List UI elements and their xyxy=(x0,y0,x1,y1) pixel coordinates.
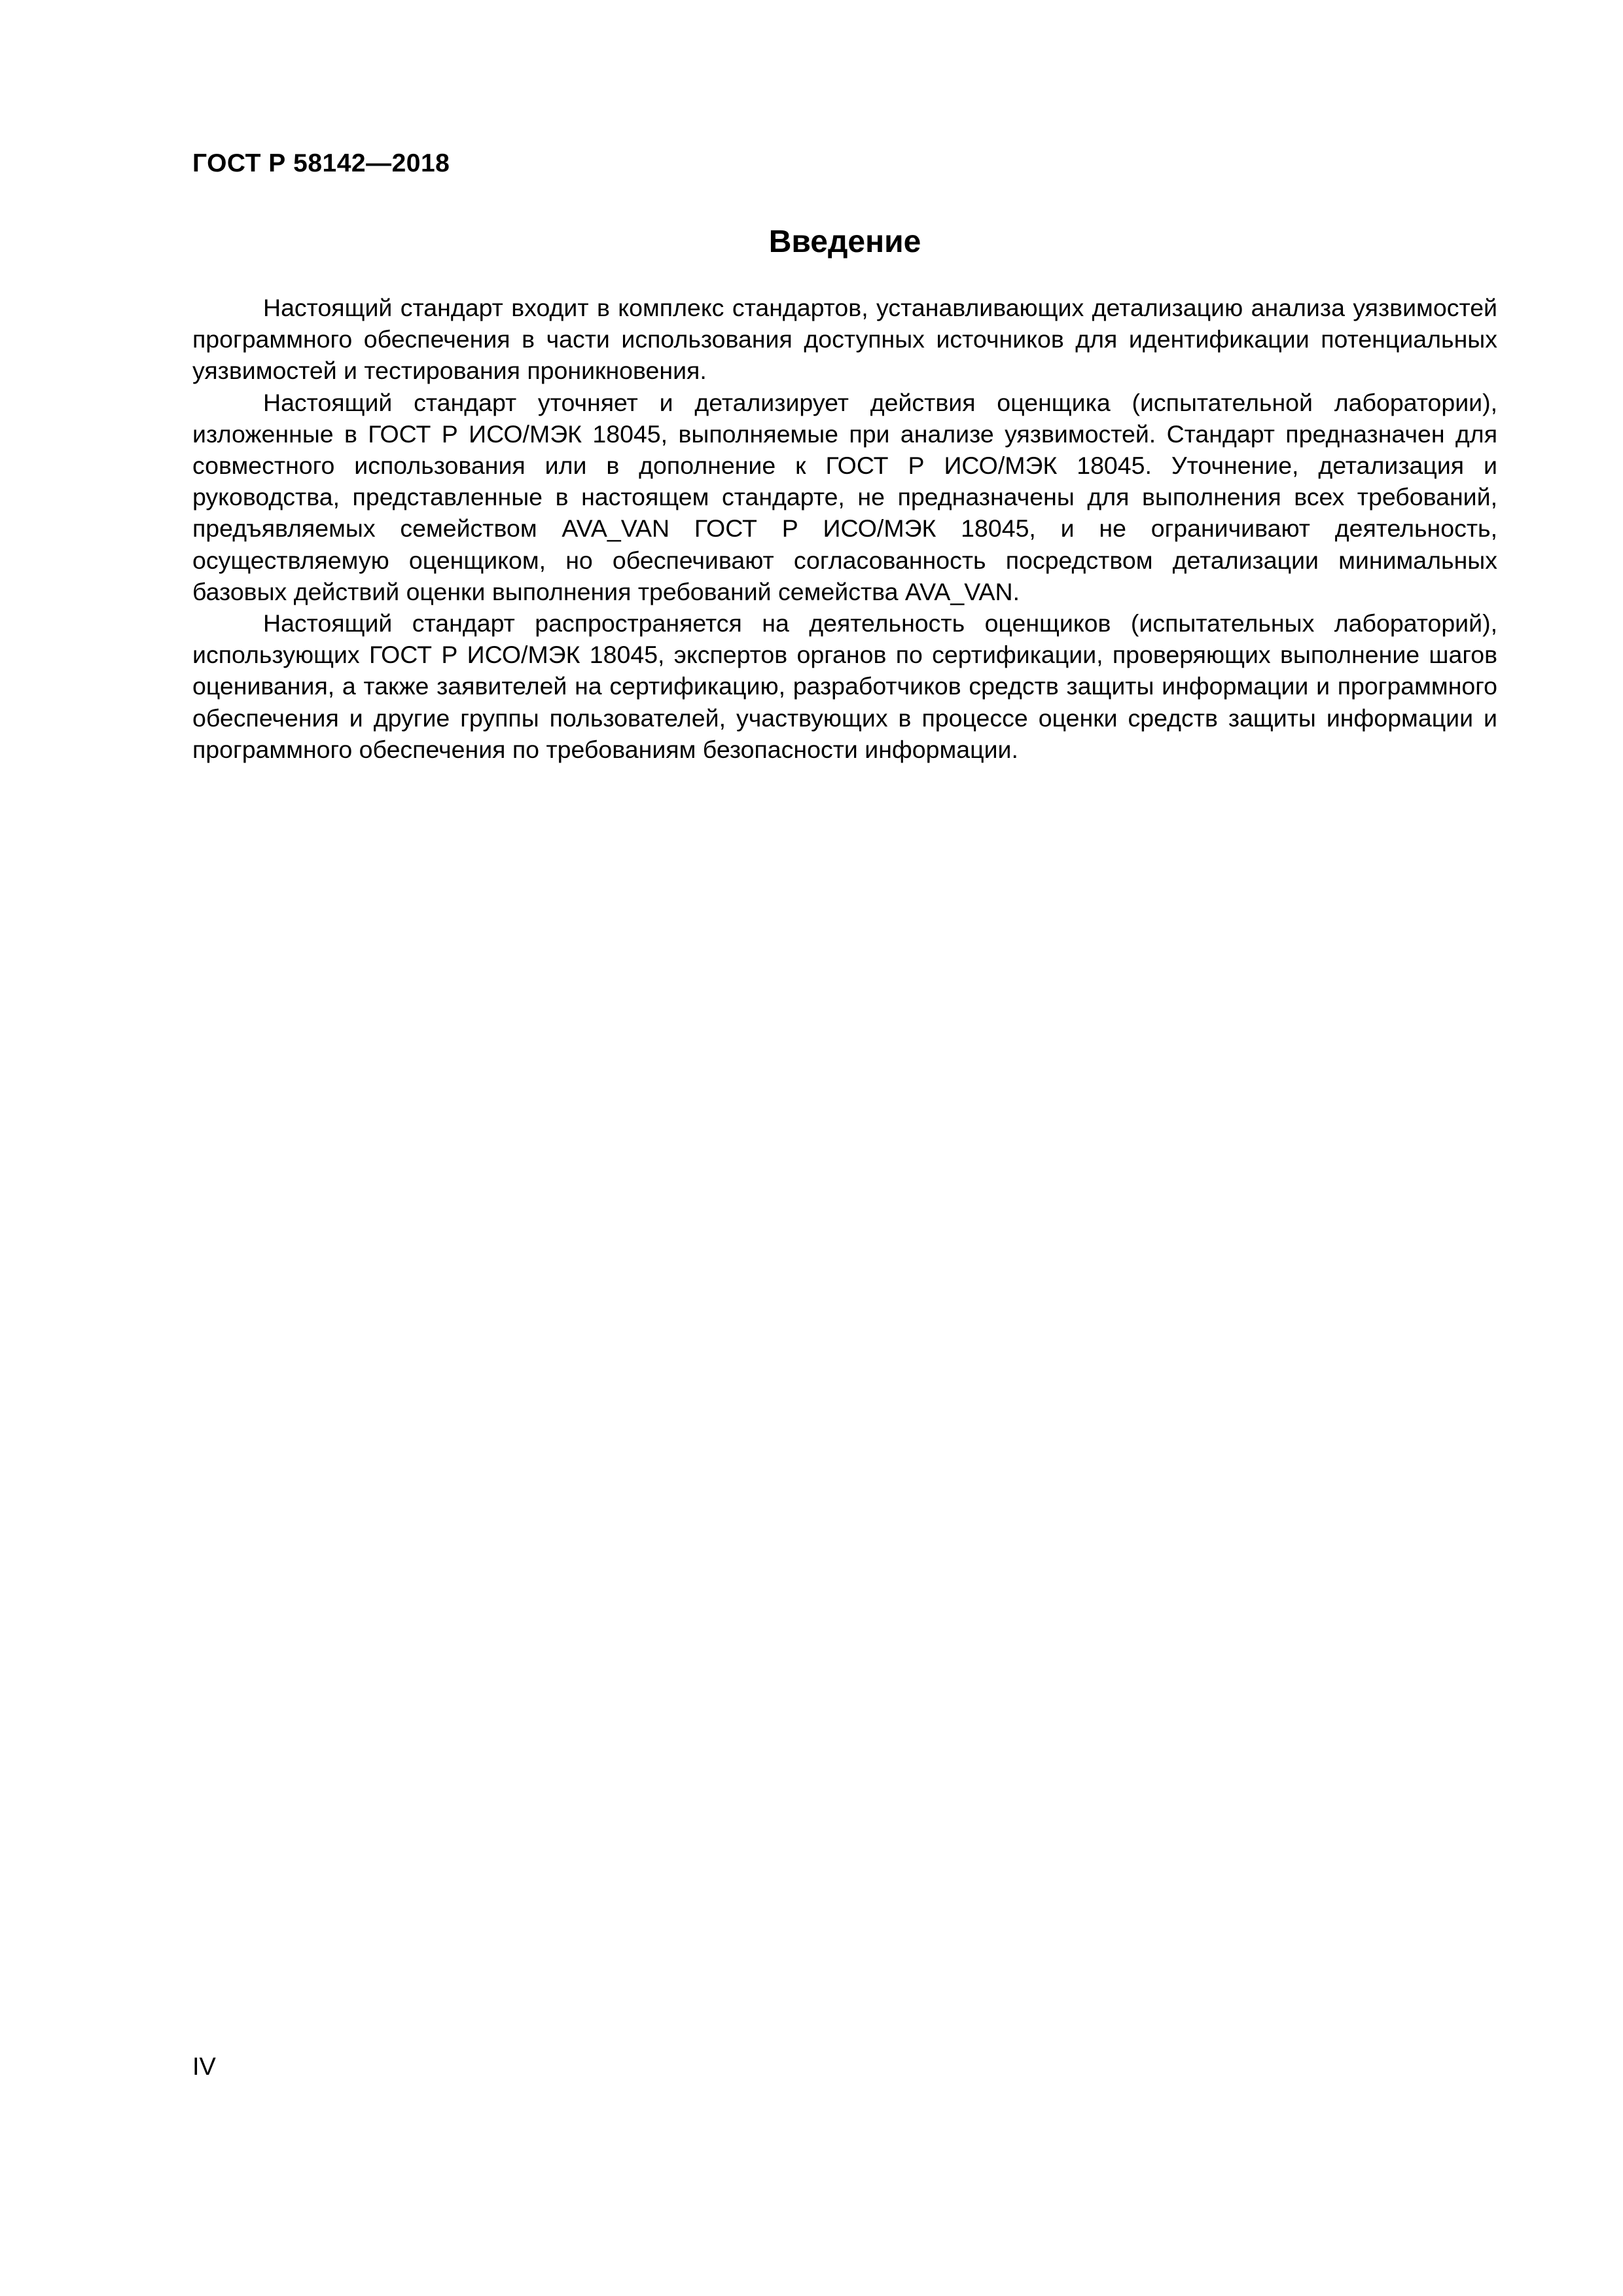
paragraph: Настоящий стандарт входит в комплекс стандартов, устанавливающих детализацию анализа уязвимостей программного обеспечения в части использования доступных источников для идентификации потенциальных уязвимостей и тестирования проникновения. xyxy=(192,294,1497,385)
paragraph: Настоящий стандарт распространяется на деятельность оценщиков (испытательных лабораторий), использующих ГОСТ Р ИСО/МЭК 18045, экспертов органов по сертификации, проверяющих выполнение шагов оценивания, а также заявителей на сертификацию, разработчиков средств защиты информации и программного обеспечения и другие группы пользователей, участвующих в процессе оценки средств защиты информации и программного обеспечения по требованиям безопасности информации. xyxy=(192,609,1497,763)
section-title: Введение xyxy=(768,224,921,259)
paragraph: Настоящий стандарт уточняет и детализирует действия оценщика (испытательной лаборатории), изложенные в ГОСТ Р ИСО/МЭК 18045, выполняемые при анализе уязвимостей. Стандарт предназначен для совместного использования или в дополнение к ГОСТ Р ИСО/МЭК 18045. Уточнение, детализация и руководства, представленные в настоящем стандарте, не предназначены для выполнения всех требований, предъявляемых семейством AVA_VAN ГОСТ Р ИСО/МЭК 18045, и не ограничивают деятельность, осуществляемую оценщиком, но обеспечивают согласованность посредством детализации минимальных базовых действий оценки выполнения требований семейства AVA_VAN. xyxy=(192,388,1497,605)
page-number: IV xyxy=(192,2053,216,2081)
document-code: ГОСТ Р 58142—2018 xyxy=(192,149,450,177)
body-text xyxy=(192,292,1497,765)
